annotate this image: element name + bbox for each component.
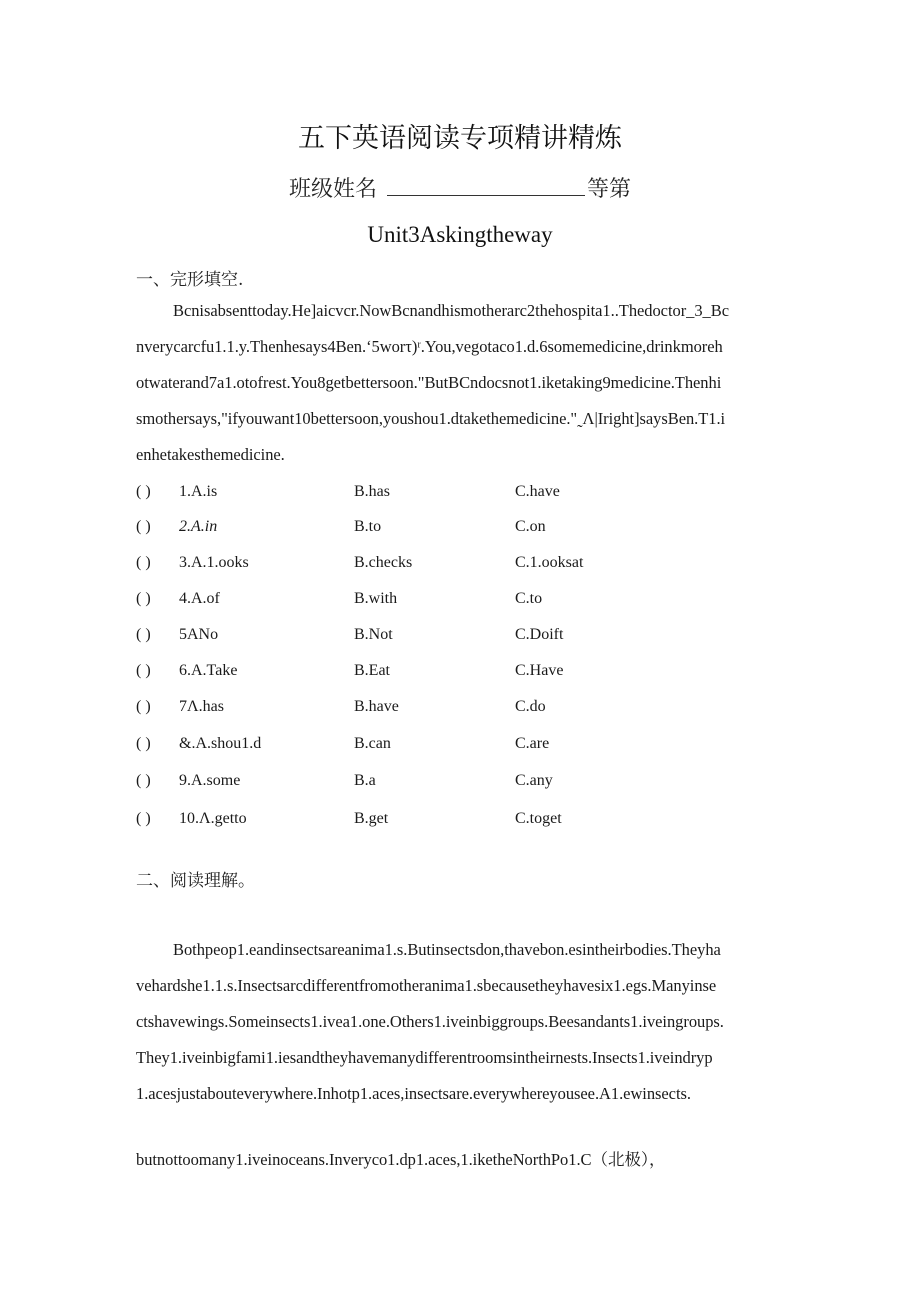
option-a: 10.Λ.getto: [179, 810, 247, 827]
option-c: C.Have: [515, 662, 564, 679]
passage-line: vehardshe1.1.s.Insectsarcdifferentfromotheranima1.sbecausetheyhavesix1.egs.Manyinse: [136, 976, 717, 995]
option-a: 7Λ.has: [179, 698, 224, 715]
question-row: [136, 554, 786, 578]
question-row: [136, 662, 786, 686]
option-a: 4.A.of: [179, 590, 220, 607]
class-name-label: 班级姓名: [288, 177, 377, 202]
answer-bracket[interactable]: ( ): [136, 483, 151, 500]
option-c: C.1.ooksat: [515, 554, 584, 571]
section-cloze-heading: 一、完形填空.: [136, 270, 244, 290]
option-c: C.to: [515, 590, 543, 607]
passage-line: Bcnisabsenttoday.He]aicvcr.NowBcnandhismotherarc2thehospita1..Thedoctor_3_Bc: [173, 301, 729, 320]
option-b: B.can: [354, 735, 391, 752]
question-row: [136, 698, 786, 722]
option-b: B.has: [354, 483, 390, 500]
answer-bracket[interactable]: ( ): [136, 810, 151, 827]
passage-line: 1.acesjustabouteverywhere.Inhotp1.aces,insectsare.everywhereyousee.A1.ewinsects.: [136, 1084, 691, 1103]
option-b: B.Eat: [354, 662, 390, 679]
question-row: [136, 626, 786, 650]
option-c: C.Doift: [515, 626, 564, 643]
answer-bracket[interactable]: ( ): [136, 626, 151, 643]
question-row: [136, 735, 786, 759]
question-row: [136, 810, 786, 834]
option-c: C.on: [515, 518, 546, 535]
question-row: [136, 518, 786, 542]
option-b: B.checks: [354, 554, 413, 571]
option-c: C.are: [515, 735, 550, 752]
passage-line: smothersays,"ifyouwant10bettersoon,youshou1.dtakethemedicine."˷Λ|Iright]saysBen.T1.i: [136, 409, 726, 428]
option-a: 6.A.Take: [179, 662, 238, 679]
question-row: [136, 772, 786, 796]
option-a: &.A.shou1.d: [179, 735, 262, 752]
grade-label: 等第: [587, 177, 632, 202]
answer-bracket[interactable]: ( ): [136, 735, 151, 752]
option-b: B.get: [354, 810, 389, 827]
answer-bracket[interactable]: ( ): [136, 518, 151, 535]
option-b: B.a: [354, 772, 376, 789]
name-blank-field[interactable]: [387, 175, 585, 196]
passage-line: nverycarcfu1.1.y.Thenhesays4Ben.‘5worτ)ʳ.You,vegotaco1.d.6somemedicine,drinkmoreh: [136, 337, 723, 356]
answer-bracket[interactable]: ( ): [136, 590, 151, 607]
option-b: B.Not: [354, 626, 393, 643]
option-c: C.have: [515, 483, 560, 500]
answer-bracket[interactable]: ( ): [136, 662, 151, 679]
cloze-passage: [136, 293, 786, 473]
answer-bracket[interactable]: ( ): [136, 554, 151, 571]
option-a: 3.A.1.ooks: [179, 554, 249, 571]
passage-line: Bothpeop1.eandinsectsareanima1.s.Butinsectsdon,thavebon.esintheirbodies.Theyha: [173, 940, 721, 959]
reading-passage: [136, 932, 786, 1112]
option-a: 2.A.in: [179, 518, 218, 535]
option-b: B.with: [354, 590, 398, 607]
option-b: B.to: [354, 518, 382, 535]
passage-line: butnottoomany1.iveinoceans.Inveryco1.dp1.aces,1.iketheNorthPo1.C（北极），: [136, 1150, 666, 1169]
option-c: C.any: [515, 772, 553, 789]
passage-line: otwaterand7a1.otofrest.You8getbettersoon."ButBCndocsnot1.iketaking9medicine.Thenhi: [136, 373, 722, 392]
reading-passage-continued: [136, 1142, 786, 1178]
option-a: 1.A.is: [179, 483, 218, 500]
question-row: [136, 590, 786, 614]
option-a: 5ANo: [179, 626, 219, 643]
worksheet-title: 五下英语阅读专项精讲精炼: [298, 123, 622, 154]
option-a: 9.A.some: [179, 772, 241, 789]
passage-line: They1.iveinbigfami1.iesandtheyhavemanydifferentroomsintheirnests.Insects1.iveindryp: [136, 1048, 713, 1067]
answer-bracket[interactable]: ( ): [136, 772, 151, 789]
question-row: [136, 483, 786, 507]
student-name-line: [0, 172, 920, 203]
option-b: B.have: [354, 698, 399, 715]
option-c: C.do: [515, 698, 546, 715]
passage-line: enhetakesthemedicine.: [136, 445, 285, 464]
answer-bracket[interactable]: ( ): [136, 698, 151, 715]
passage-line: ctshavewings.Someinsects1.ivea1.one.Others1.iveinbiggroups.Beesandants1.iveingroups.: [136, 1012, 724, 1031]
option-c: C.toget: [515, 810, 562, 827]
unit-title: Unit3Askingtheway: [367, 222, 553, 247]
section-reading-heading: 二、阅读理解。: [136, 871, 255, 891]
